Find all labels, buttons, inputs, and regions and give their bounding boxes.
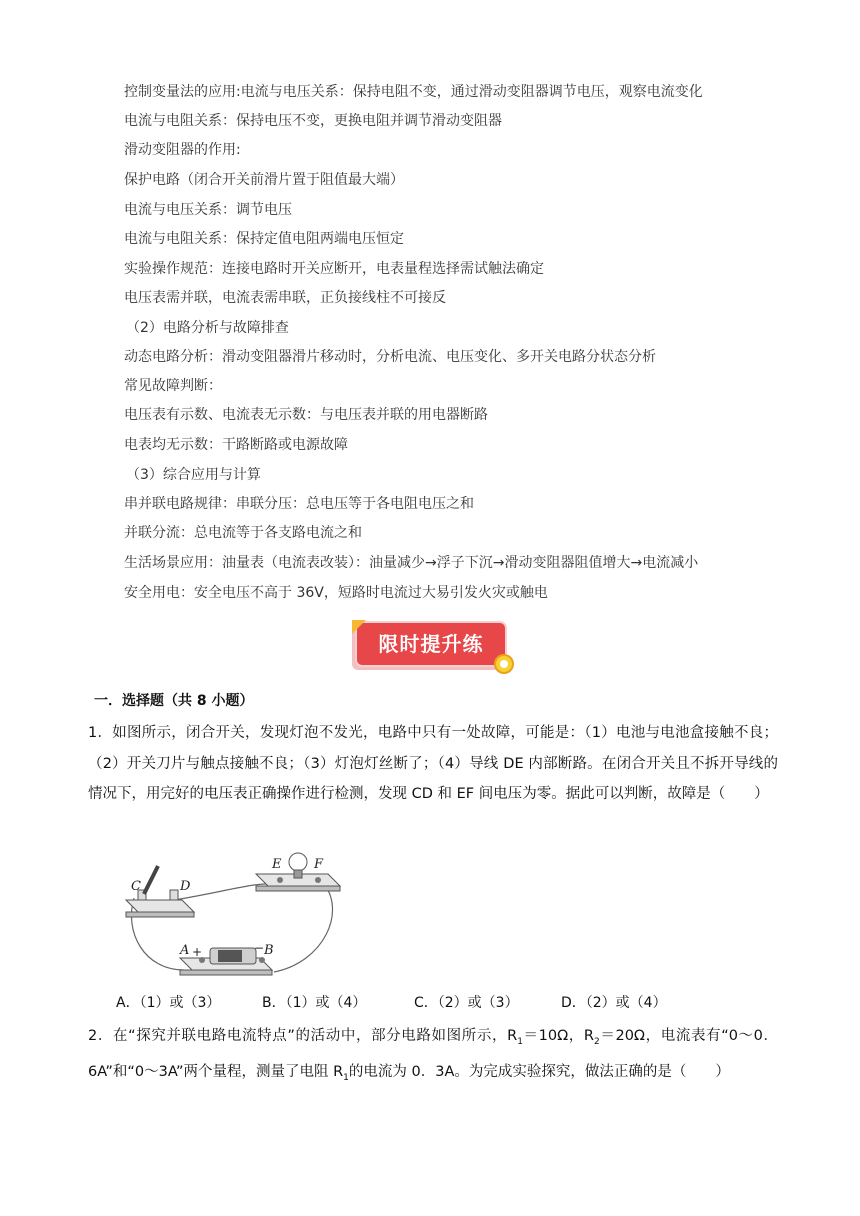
badge-label: 限时提升练 [378,632,484,656]
note-line: 控制变量法的应用:电流与电压关系：保持电阻不变，通过滑动变阻器调节电压，观察电流变化 [124,84,703,100]
option-d[interactable]: D．（2）或（4） [561,995,667,1011]
note-line: 生活场景应用：油量表（电流表改装）：油量减少→浮子下沉→滑动变阻器阻值增大→电流减小 [124,555,699,571]
q2-sub: 2 [594,1036,600,1047]
label-e: E [272,857,282,872]
note-line: （3）综合应用与计算 [126,467,261,483]
note-line: （2）电路分析与故障排查 [126,320,289,336]
note-line: 电压表需并联，电流表需串联，正负接线柱不可接反 [124,290,446,306]
note-line: 电压表有示数、电流表无示数：与电压表并联的用电器断路 [124,407,488,423]
section-heading: 一．选择题（共 8 小题） [94,693,254,709]
q2-sub: 1 [343,1073,349,1084]
question-1: 1．如图所示，闭合开关，发现灯泡不发光，电路中只有一处故障，可能是：（1）电池与电池盒接触不良；（2）开关刀片与触点接触不良；（3）灯泡灯丝断了；（4）导线 DE 内部断路。在闭合开关且不拆开导线的情况下，用完好的电压表正确操作进行检测，发现 CD 和 EF 间电压为零。据此可以判断，故障是（ ） [88,725,778,802]
label-minus: − [254,941,265,955]
note-line: 电流与电阻关系：保持定值电阻两端电压恒定 [124,231,404,247]
question-2 [88,1021,778,1094]
note-line: 并联分流：总电流等于各支路电流之和 [124,525,362,541]
note-line: 电表均无示数：干路断路或电源故障 [124,437,348,453]
option-a[interactable]: A．（1）或（3） [116,995,221,1011]
q2-part: ＝10Ω，R [522,1028,594,1044]
q2-part: ＝20Ω，电流表有“0～0．6A”和“0～3A”两个量程，测量了电阻 R [88,1028,779,1081]
q2-sub: 1 [517,1036,523,1047]
label-b: B [264,943,274,958]
practice-badge [350,618,514,676]
note-line: 电流与电压关系：调节电压 [124,202,292,218]
note-line: 保护电路（闭合开关前滑片置于阻值最大端） [124,172,404,188]
label-f: F [314,857,324,872]
note-line: 动态电路分析：滑动变阻器滑片移动时，分析电流、电压变化、多开关电路分状态分析 [124,349,656,365]
label-c: C [131,879,141,894]
q2-part: 的电流为 0．3A。为完成实验探究，做法正确的是（ ） [348,1064,730,1081]
option-c[interactable]: C．（2）或（3） [414,995,519,1011]
option-b[interactable]: B．（1）或（4） [262,995,367,1011]
circuit-figure [114,852,346,990]
question-1-options [116,992,667,1012]
label-a: A [180,943,190,958]
label-plus: + [192,945,203,959]
label-d: D [180,879,191,894]
q2-part: 2．在“探究并联电路电流特点”的活动中，部分电路如图所示，R [88,1028,518,1044]
note-line: 实验操作规范：连接电路时开关应断开，电表量程选择需试触法确定 [124,261,544,277]
note-line: 滑动变阻器的作用: [124,142,241,158]
note-line: 安全用电：安全电压不高于 36V，短路时电流过大易引发火灾或触电 [124,585,548,601]
note-line: 常见故障判断： [124,378,222,394]
note-line: 串并联电路规律：串联分压：总电压等于各电阻电压之和 [124,496,474,512]
note-line: 电流与电阻关系：保持电压不变，更换电阻并调节滑动变阻器 [124,113,502,129]
